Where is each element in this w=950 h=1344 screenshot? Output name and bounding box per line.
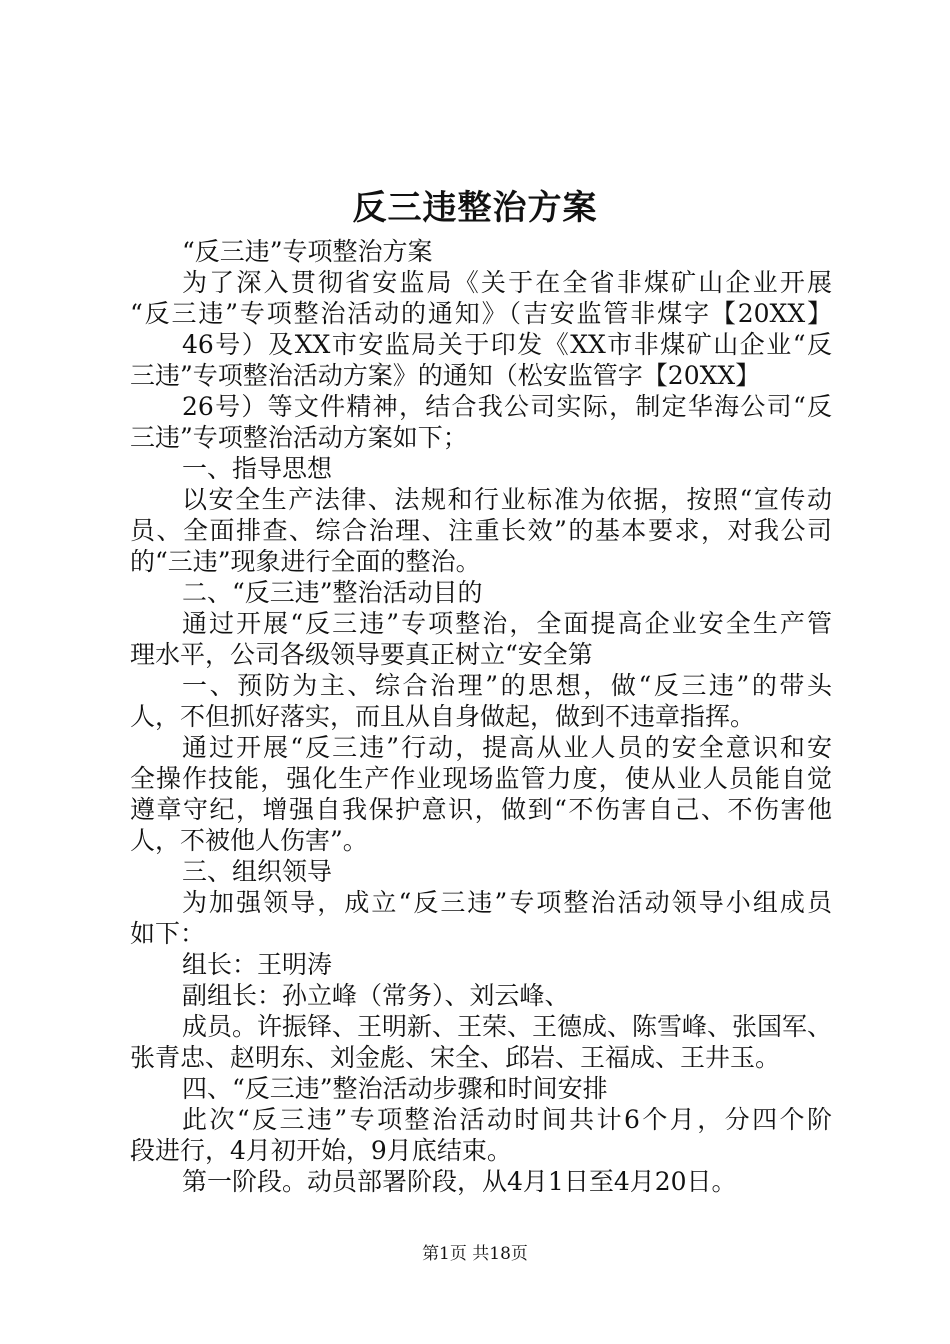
text-line: 为了深入贯彻省安监局《关于在全省非煤矿山企业开展	[182, 268, 832, 297]
page-footer: 第1页 共18页	[422, 1244, 528, 1264]
text-line: 以安全生产法律、法规和行业标准为依据，按照“宣传动	[182, 485, 832, 514]
text-line: 此次“反三违”专项整治活动时间共计6个月，分四个阶	[182, 1105, 832, 1134]
text-line: 副组长：孙立峰（常务）、刘云峰、	[182, 981, 570, 1010]
text-line: 遵章守纪，增强自我保护意识，做到“不伤害自己、不伤害他	[130, 795, 832, 824]
text-line: 组长：王明涛	[182, 950, 333, 979]
text-line: 一、指导思想	[182, 454, 333, 483]
text-line: 四、“反三违”整治活动步骤和时间安排	[182, 1074, 608, 1103]
text-line: 一、预防为主、综合治理”的思想，做“反三违”的带头	[182, 671, 832, 700]
text-line: 人，不被他人伤害”。	[130, 826, 368, 855]
text-line: 46号）及XX市安监局关于印发《XX市非煤矿山企业“反	[182, 330, 832, 359]
text-line: 成员。许振铎、王明新、王荣、王德成、陈雪峰、张国军、	[182, 1012, 832, 1041]
text-line: 员、全面排查、综合治理、注重长效”的基本要求，对我公司	[130, 516, 832, 545]
text-line: 第一阶段。动员部署阶段，从4月1日至4月20日。	[182, 1167, 737, 1196]
document-body	[130, 236, 832, 1197]
text-line: 通过开展“反三违”专项整治，全面提高企业安全生产管	[182, 609, 832, 638]
text-line: 人，不但抓好落实，而且从自身做起，做到不违章指挥。	[130, 702, 756, 731]
text-line: “反三违”专项整治活动的通知》（吉安监管非煤字【20XX】	[130, 299, 832, 328]
text-line: 二、“反三违”整治活动目的	[182, 578, 483, 607]
text-line: 26号）等文件精神，结合我公司实际，制定华海公司“反	[182, 392, 832, 421]
text-line: 为加强领导，成立“反三违”专项整治活动领导小组成员	[182, 888, 832, 917]
text-line: 全操作技能，强化生产作业现场监管力度，使从业人员能自觉	[130, 764, 832, 793]
text-line: 如下：	[130, 919, 206, 948]
document-title: 反三违整治方案	[352, 188, 598, 228]
text-line: 通过开展“反三违”行动，提高从业人员的安全意识和安	[182, 733, 832, 762]
text-line: 段进行，4月初开始，9月底结束。	[130, 1136, 512, 1165]
text-line: 三、组织领导	[182, 857, 333, 886]
text-line: “反三违”专项整治方案	[182, 237, 433, 266]
text-line: 三违”专项整治活动方案》的通知（松安监管字【20XX】	[130, 361, 761, 390]
text-line: 三违”专项整治活动方案如下；	[130, 423, 468, 452]
text-line: 的“三违”现象进行全面的整治。	[130, 547, 481, 576]
text-line: 理水平，公司各级领导要真正树立“安全第	[130, 640, 593, 669]
text-line: 张青忠、赵明东、刘金彪、宋全、邱岩、王福成、王井玉。	[130, 1043, 781, 1072]
